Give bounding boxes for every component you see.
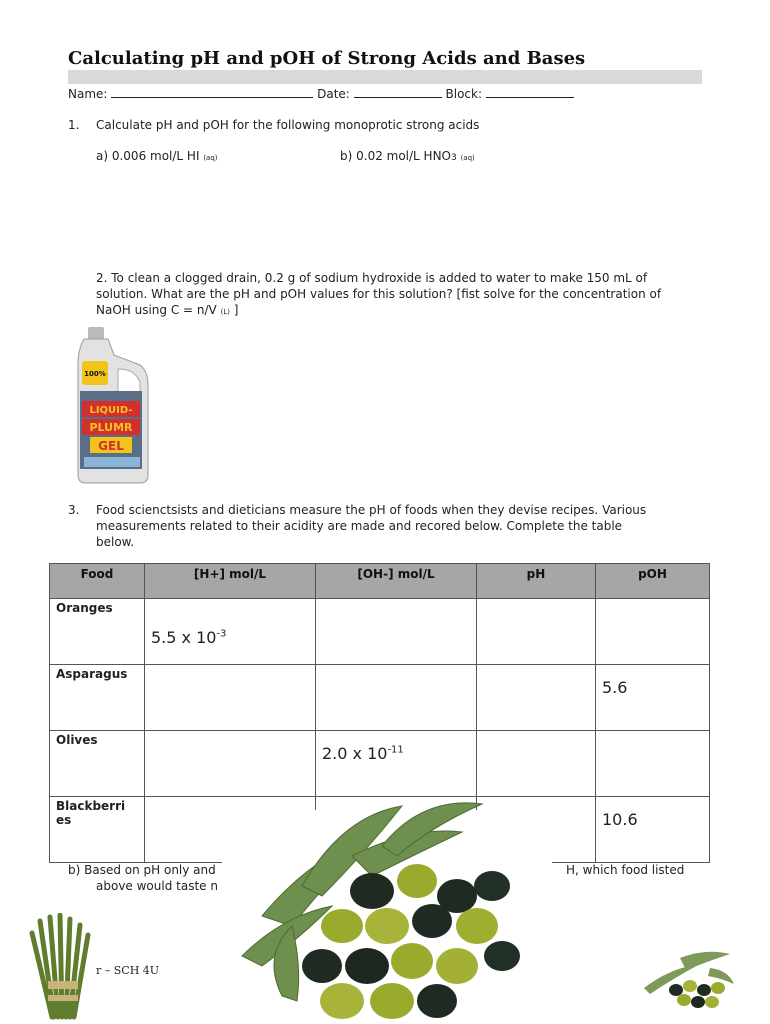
table-header-row xyxy=(50,564,710,599)
q1-a-text: a) 0.006 mol/L HI xyxy=(96,149,200,163)
title-underline-bar xyxy=(68,70,702,84)
block-label: Block: xyxy=(445,87,482,101)
q1-b-subscript: (aq) xyxy=(460,154,475,162)
q2-line3-end: ] xyxy=(233,303,239,317)
footer-course-label: r – SCH 4U xyxy=(96,964,160,977)
drain-cleaner-bottle-image xyxy=(74,325,154,487)
q3-line1: Food scienctsists and dieticians measure the pH of foods when they devise recipes. Various xyxy=(96,503,647,517)
h-cell[interactable] xyxy=(145,599,316,665)
h-cell[interactable] xyxy=(145,731,316,797)
q2-line3 xyxy=(96,302,238,320)
q2-line1: 2. To clean a clogged drain, 0.2 g of sodium hydroxide is added to water to make 150 mL of xyxy=(96,271,648,285)
food-cell: Olives xyxy=(50,731,145,797)
name-label: Name: xyxy=(68,87,108,101)
q3-line2: measurements related to their acidity are made and recored below. Complete the table xyxy=(96,519,623,533)
poh-cell[interactable] xyxy=(596,599,710,665)
oh-value: 2.0 x $10^{-11}$ xyxy=(322,744,404,763)
name-blank[interactable] xyxy=(111,87,313,98)
table-row xyxy=(50,665,710,731)
poh-value: 5.6 xyxy=(602,678,628,697)
block-blank[interactable] xyxy=(486,87,574,98)
header-ph: pH xyxy=(477,564,596,599)
oh-cell[interactable] xyxy=(316,599,477,665)
header-food: Food xyxy=(50,564,145,599)
qb-line1-left: b) Based on pH only and xyxy=(68,863,216,877)
poh-cell[interactable] xyxy=(596,797,710,863)
poh-cell[interactable] xyxy=(596,731,710,797)
asparagus-image xyxy=(26,913,96,1024)
bottle-brand-line2: PLUMR xyxy=(89,421,133,434)
qb-line2: above would taste n xyxy=(96,879,218,893)
poh-value: 10.6 xyxy=(602,810,638,829)
table-row xyxy=(50,731,710,797)
poh-cell[interactable] xyxy=(596,665,710,731)
q1-b-text: b) 0.02 mol/L HNO xyxy=(340,149,451,163)
oh-cell[interactable] xyxy=(316,665,477,731)
q1-number: 1. xyxy=(68,118,80,132)
bottle-brand-line3: GEL xyxy=(98,439,124,453)
q1-a-subscript: (aq) xyxy=(203,154,218,162)
header-poh: pOH xyxy=(596,564,710,599)
food-cell: Asparagus xyxy=(50,665,145,731)
header-h-concentration: [H+] mol/L xyxy=(145,564,316,599)
h-value: 5.5 x $10^{-3}$ xyxy=(151,628,227,647)
olive-branch-image xyxy=(640,948,736,1014)
bottle-brand-line1: LIQUID- xyxy=(89,405,133,416)
q2-line3-text: NaOH using C = n/V xyxy=(96,303,217,317)
page-title: Calculating pH and pOH of Strong Acids and Bases xyxy=(68,48,586,69)
bottle-label-top: 100% xyxy=(84,370,106,378)
olives-image xyxy=(222,796,552,1024)
q3-number: 3. xyxy=(68,503,80,517)
food-cell: Oranges xyxy=(50,599,145,665)
oh-cell[interactable] xyxy=(316,731,477,797)
qb-line1-right: H, which food listed xyxy=(566,863,685,877)
food-cell: Blackberri es xyxy=(50,797,145,863)
date-label: Date: xyxy=(317,87,350,101)
table-row xyxy=(50,599,710,665)
q1-part-a xyxy=(96,148,218,166)
h-cell[interactable] xyxy=(145,665,316,731)
q3-line3: below. xyxy=(96,535,135,549)
q2-line3-subscript: (L) xyxy=(220,308,230,316)
q2-line2: solution. What are the pH and pOH values for this solution? [fist solve for the concentration of xyxy=(96,287,662,301)
ph-cell[interactable] xyxy=(477,665,596,731)
q1-text: Calculate pH and pOH for the following monoprotic strong acids xyxy=(96,118,480,132)
date-blank[interactable] xyxy=(354,87,442,98)
header-oh-concentration: [OH-] mol/L xyxy=(316,564,477,599)
ph-cell[interactable] xyxy=(477,599,596,665)
q1-part-b xyxy=(340,148,475,166)
header-fields xyxy=(68,87,574,101)
q1-b-three: 3 xyxy=(451,153,457,163)
ph-cell[interactable] xyxy=(477,731,596,797)
